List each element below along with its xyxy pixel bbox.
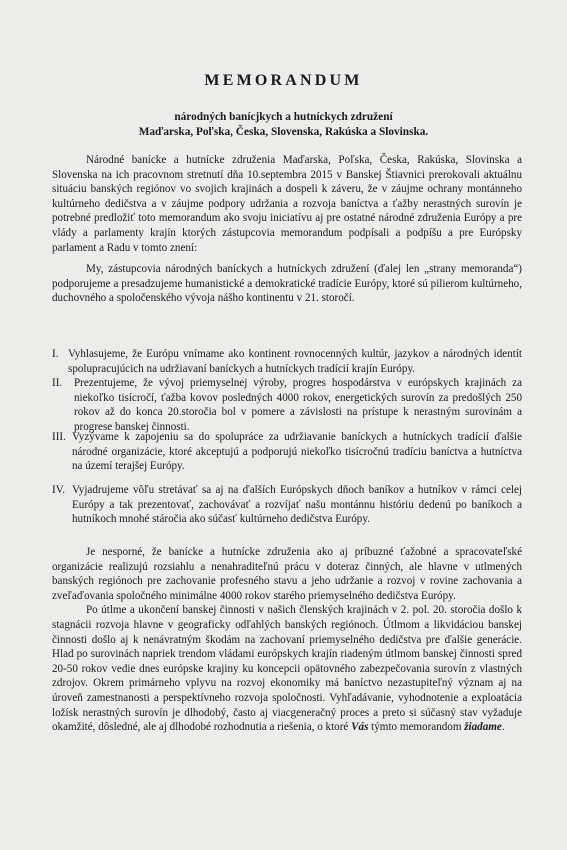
point-1 bbox=[52, 347, 522, 376]
declaration-text: My, zástupcovia národných baníckych a hutníckych združení (ďalej len „strany memoranda“) podporujeme a presadzujeme humanistické a demokratické tradície Európy, ktoré sú pilierom kultúrneho, duchovného a spoločenského vývoja nášho kontinentu v 21. storočí. bbox=[52, 263, 522, 305]
point-2-number: II. bbox=[52, 377, 63, 389]
document-title: MEMORANDUM bbox=[204, 72, 363, 89]
closing-paragraph-1: Je nesporné, že banícke a hutnícke združenia ako aj príbuzné ťažobné a spracovateľské organizácie realizujú rozsiahlu a nenahraditeľnú prácu v doteraz činných, ale hlavne v utlmených banských regiónoch pre zachovanie profesného stavu a jeho udržanie a rozvoj v rovine zachovania a zveľaďovania spoločného minimálne 4000 rokov starého priemyselného dedičstva Európy. bbox=[52, 546, 522, 602]
closing-ziadame: žiadame bbox=[464, 721, 502, 734]
point-3-text: Vyzývame k zapojeniu sa do spolupráce za udržiavanie baníckych a hutníckych tradícií ďalšie národné organizácie, ktoré akceptujú a podporujú niekoľko tisícročnú tradíciu baníctva a hutníctva na území terajšej Európy. bbox=[72, 431, 522, 473]
intro-paragraph bbox=[52, 153, 522, 255]
point-4-number: IV. bbox=[52, 484, 66, 496]
closing-section bbox=[52, 545, 522, 735]
point-1-number: I. bbox=[52, 348, 59, 360]
closing-paragraph-2-text: Po útlme a ukončení banskej činnosti v našich členských krajinách v 2. pol. 20. storočia došlo k stagnácii rozvoja hlavne v geograficky odľahlých banských regiónoch. Útlmom a likvidáciou banskej činnosti došlo aj k nenávratným škodám na zachovaní priemyselného dedičstva pre ďalšie generácie. Hlad po surovinách napriek trendom vládami európskych krajín riadeným útlmom banskej činnosti spred 20-50 rokov vedie dnes európske krajiny ku koncepcii opätovného zabezpečovania surovín z vlastných zdrojov. Okrem primárneho vplyvu na rozvoj ekonomiky má baníctvo nezastupiteľný význam aj na úroveň zamestnanosti a perspektívneho rozvoja spoločnosti. Vyhľadávanie, vyhodnotenie a exploatácia ložísk nerastných surovín je dlhodobý, často aj viacgeneračný proces a preto si súčasný stav vyžaduje okamžité, dôsledné, ale aj dlhodobé rozhodnutia a riešenia, o ktoré bbox=[52, 604, 522, 734]
closing-end: . bbox=[501, 721, 505, 734]
point-4 bbox=[52, 483, 522, 527]
closing-vas: Vás bbox=[351, 721, 369, 734]
closing-paragraph-2 bbox=[52, 603, 522, 734]
closing-mid: týmto memorandom bbox=[368, 721, 465, 734]
document-subtitle-line1: národných banícjkych a hutníckych združení bbox=[174, 111, 393, 123]
point-1-text: Vyhlasujeme, že Európu vnímame ako kontinent rovnocenných kultúr, jazykov a národných identít spolupracujúcich na udržiavaní baníckych a hutníckych tradícií krajín Európy. bbox=[68, 348, 522, 375]
document-subtitle-line2: Maďarska, Poľska, Česka, Slovenska, Rakúska a Slovinska. bbox=[138, 126, 429, 138]
point-3 bbox=[52, 430, 522, 474]
point-2 bbox=[52, 376, 522, 434]
point-4-text: Vyjadrujeme vôľu stretávať sa aj na ďalších Európskych dňoch baníkov a hutníkov v rámci celej Európy a tak prezentovať, zachovávať a rozvíjať našu montánnu históriu dedenú po baníkoch a hutníkoch mnohé stáročia ako súčasť kultúrneho dedičstva Európy. bbox=[72, 484, 522, 526]
intro-text: Národné banícke a hutnícke združenia Maďarska, Poľska, Česka, Rakúska, Slovinska a Slovenska na ich pracovnom stretnutí dňa 10.septembra 2015 v Banskej Štiavnici prerokovali aktuálnu situáciu banských regiónov vo svojich krajinách a dospeli k záveru, že v záujme ochrany montánneho kultúrneho dedičstva a v záujme podpory udržania a rozvoja baníctva a ťažby nerastných surovín je potrebné predložiť toto memorandum ako svoju iniciatívu aj pre ostatné národné združenia Európy a pre vlády a parlamenty krajín ktorých zástupcovia memorandum podpísali a podpíšu a pre Európsky parlament a Radu v tomto znení: bbox=[52, 154, 522, 254]
point-3-number: III. bbox=[52, 431, 66, 443]
declaration-paragraph bbox=[52, 262, 522, 306]
point-2-text: Prezentujeme, že vývoj priemyselnej výroby, progres hospodárstva v európskych krajinách za niekoľko tisícročí, ťažba kovov posledných 4000 rokov, energetických surovín za predošlých 250 rokov až do konca 20.storočia bol v pomere a závislosti na prístupe k nerastným surovinám a progrese banskej činnosti. bbox=[74, 377, 522, 433]
